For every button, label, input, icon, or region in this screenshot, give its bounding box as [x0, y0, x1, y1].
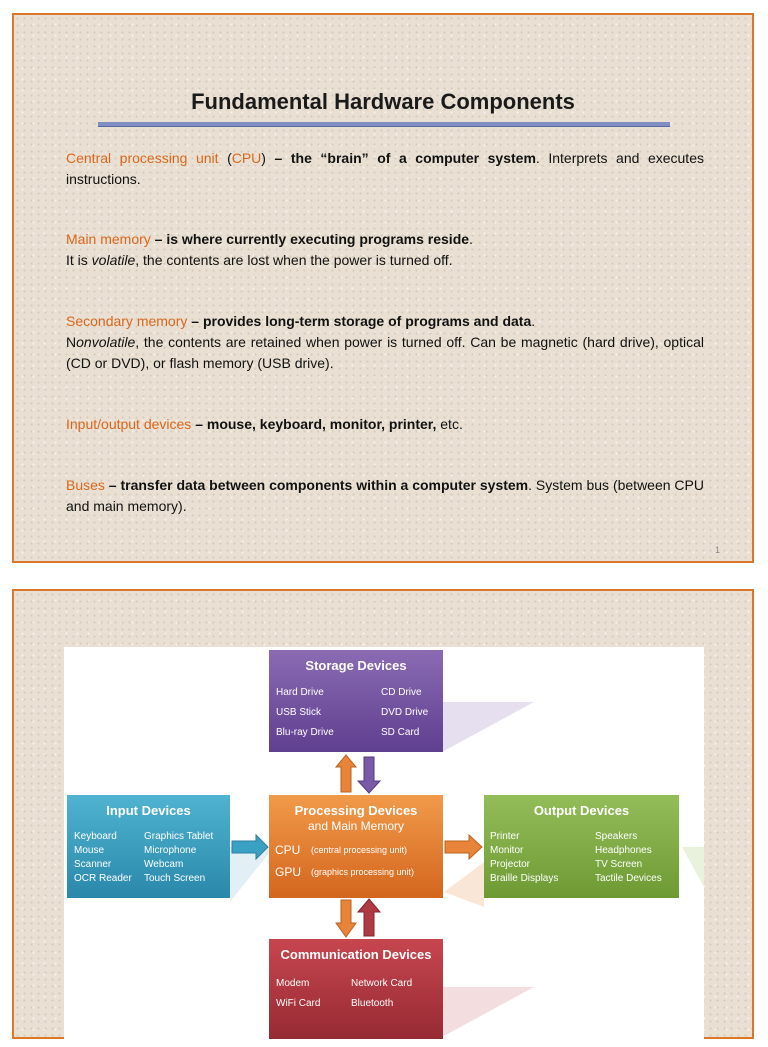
secondary-memory-line2-post: , the contents are retained when power is turned off. Can be magnetic (hard drive), optical (CD or DVD), or flash memory (USB drive). — [66, 334, 704, 371]
output-item-tv-screen: TV Screen — [595, 859, 643, 870]
main-memory-line2-post: , the contents are lost when the power is turned off. — [135, 252, 453, 268]
cpu-open-paren: ( — [218, 150, 232, 166]
term-buses: Buses — [66, 477, 105, 493]
secondary-memory-line2-pre: N — [66, 334, 77, 350]
output-item-braille-displays: Braille Displays — [490, 873, 559, 884]
input-item-microphone: Microphone — [144, 845, 197, 856]
slide-number: 1 — [714, 545, 720, 555]
term-io-devices: Input/output devices — [66, 416, 192, 432]
term-main-memory: Main memory — [66, 231, 151, 247]
term-cpu: Central processing unit — [66, 150, 219, 166]
hardware-diagram — [64, 647, 704, 1047]
communication-devices-box — [269, 939, 443, 1039]
main-memory-definition: – is where currently executing programs reside — [150, 231, 470, 247]
processing-gpu-desc: (graphics processing unit) — [311, 867, 415, 877]
paragraph-io-devices — [66, 414, 704, 435]
input-item-mouse: Mouse — [74, 845, 105, 856]
processing-gpu-label: GPU — [275, 865, 302, 879]
processing-devices-box — [269, 795, 443, 898]
buses-rest: . System bus (between CPU and main memory). — [66, 477, 704, 514]
comm-item-wifi-card: WiFi Card — [276, 998, 321, 1009]
cpu-rest: . Interprets and executes instructions. — [66, 150, 704, 187]
storage-item-cd-drive: CD Drive — [381, 687, 422, 698]
input-item-graphics-tablet: Graphics Tablet — [144, 831, 214, 842]
io-devices-rest: etc. — [436, 416, 463, 432]
input-item-ocr-reader: OCR Reader — [74, 873, 132, 884]
comm-item-bluetooth: Bluetooth — [351, 998, 394, 1009]
title-underline — [98, 122, 670, 127]
buses-definition: – transfer data between components within a computer system — [104, 477, 529, 493]
processing-cpu-label: CPU — [275, 843, 301, 857]
storage-devices-box — [269, 650, 443, 752]
output-item-monitor: Monitor — [490, 845, 524, 856]
secondary-memory-rest: . — [531, 313, 536, 329]
communication-devices-title: Communication Devices — [280, 947, 432, 962]
output-item-headphones: Headphones — [595, 845, 652, 856]
processing-cpu-desc: (central processing unit) — [311, 845, 408, 855]
storage-devices-title: Storage Devices — [305, 658, 407, 673]
cpu-definition: – the “brain” of a computer system — [265, 150, 536, 166]
input-item-scanner: Scanner — [74, 859, 112, 870]
input-devices-title: Input Devices — [106, 803, 191, 818]
processing-devices-title: Processing Devices — [294, 803, 418, 818]
cpu-close-paren: ) — [261, 150, 266, 166]
comm-item-modem: Modem — [276, 978, 310, 989]
input-devices-box — [67, 795, 230, 898]
paragraph-secondary-memory — [66, 311, 704, 374]
slide-1 — [12, 13, 754, 563]
storage-item-dvd-drive: DVD Drive — [381, 707, 429, 718]
slide-2 — [12, 589, 754, 1039]
output-item-speakers: Speakers — [595, 831, 638, 842]
secondary-memory-nonvolatile: onvolatile — [76, 334, 136, 350]
output-item-printer: Printer — [490, 831, 520, 842]
output-item-projector: Projector — [490, 859, 531, 870]
storage-item-usb-stick: USB Stick — [276, 707, 322, 718]
main-memory-rest: . — [469, 231, 473, 247]
io-devices-definition: – mouse, keyboard, monitor, printer, — [191, 416, 437, 432]
paragraph-cpu — [66, 148, 704, 190]
processing-devices-subtitle: and Main Memory — [307, 819, 405, 833]
comm-item-network-card: Network Card — [351, 978, 413, 989]
storage-item-hard-drive: Hard Drive — [276, 687, 324, 698]
paragraph-main-memory — [66, 229, 704, 271]
paragraph-buses — [66, 475, 704, 517]
main-memory-line2-pre: It is — [66, 252, 92, 268]
output-item-tactile-devices: Tactile Devices — [595, 873, 662, 884]
input-item-webcam: Webcam — [144, 859, 184, 870]
output-devices-title: Output Devices — [533, 803, 630, 818]
output-devices-box — [484, 795, 679, 898]
term-secondary-memory: Secondary memory — [66, 313, 188, 329]
input-item-keyboard: Keyboard — [74, 831, 117, 842]
storage-item-bluray-drive: Blu-ray Drive — [276, 727, 334, 738]
secondary-memory-definition: – provides long-term storage of programs and data — [187, 313, 532, 329]
input-item-touch-screen: Touch Screen — [144, 873, 206, 884]
slide-title: Fundamental Hardware Components — [191, 89, 575, 114]
storage-item-sd-card: SD Card — [381, 727, 420, 738]
term-cpu-abbr: CPU — [231, 150, 262, 166]
main-memory-volatile: volatile — [91, 252, 136, 268]
